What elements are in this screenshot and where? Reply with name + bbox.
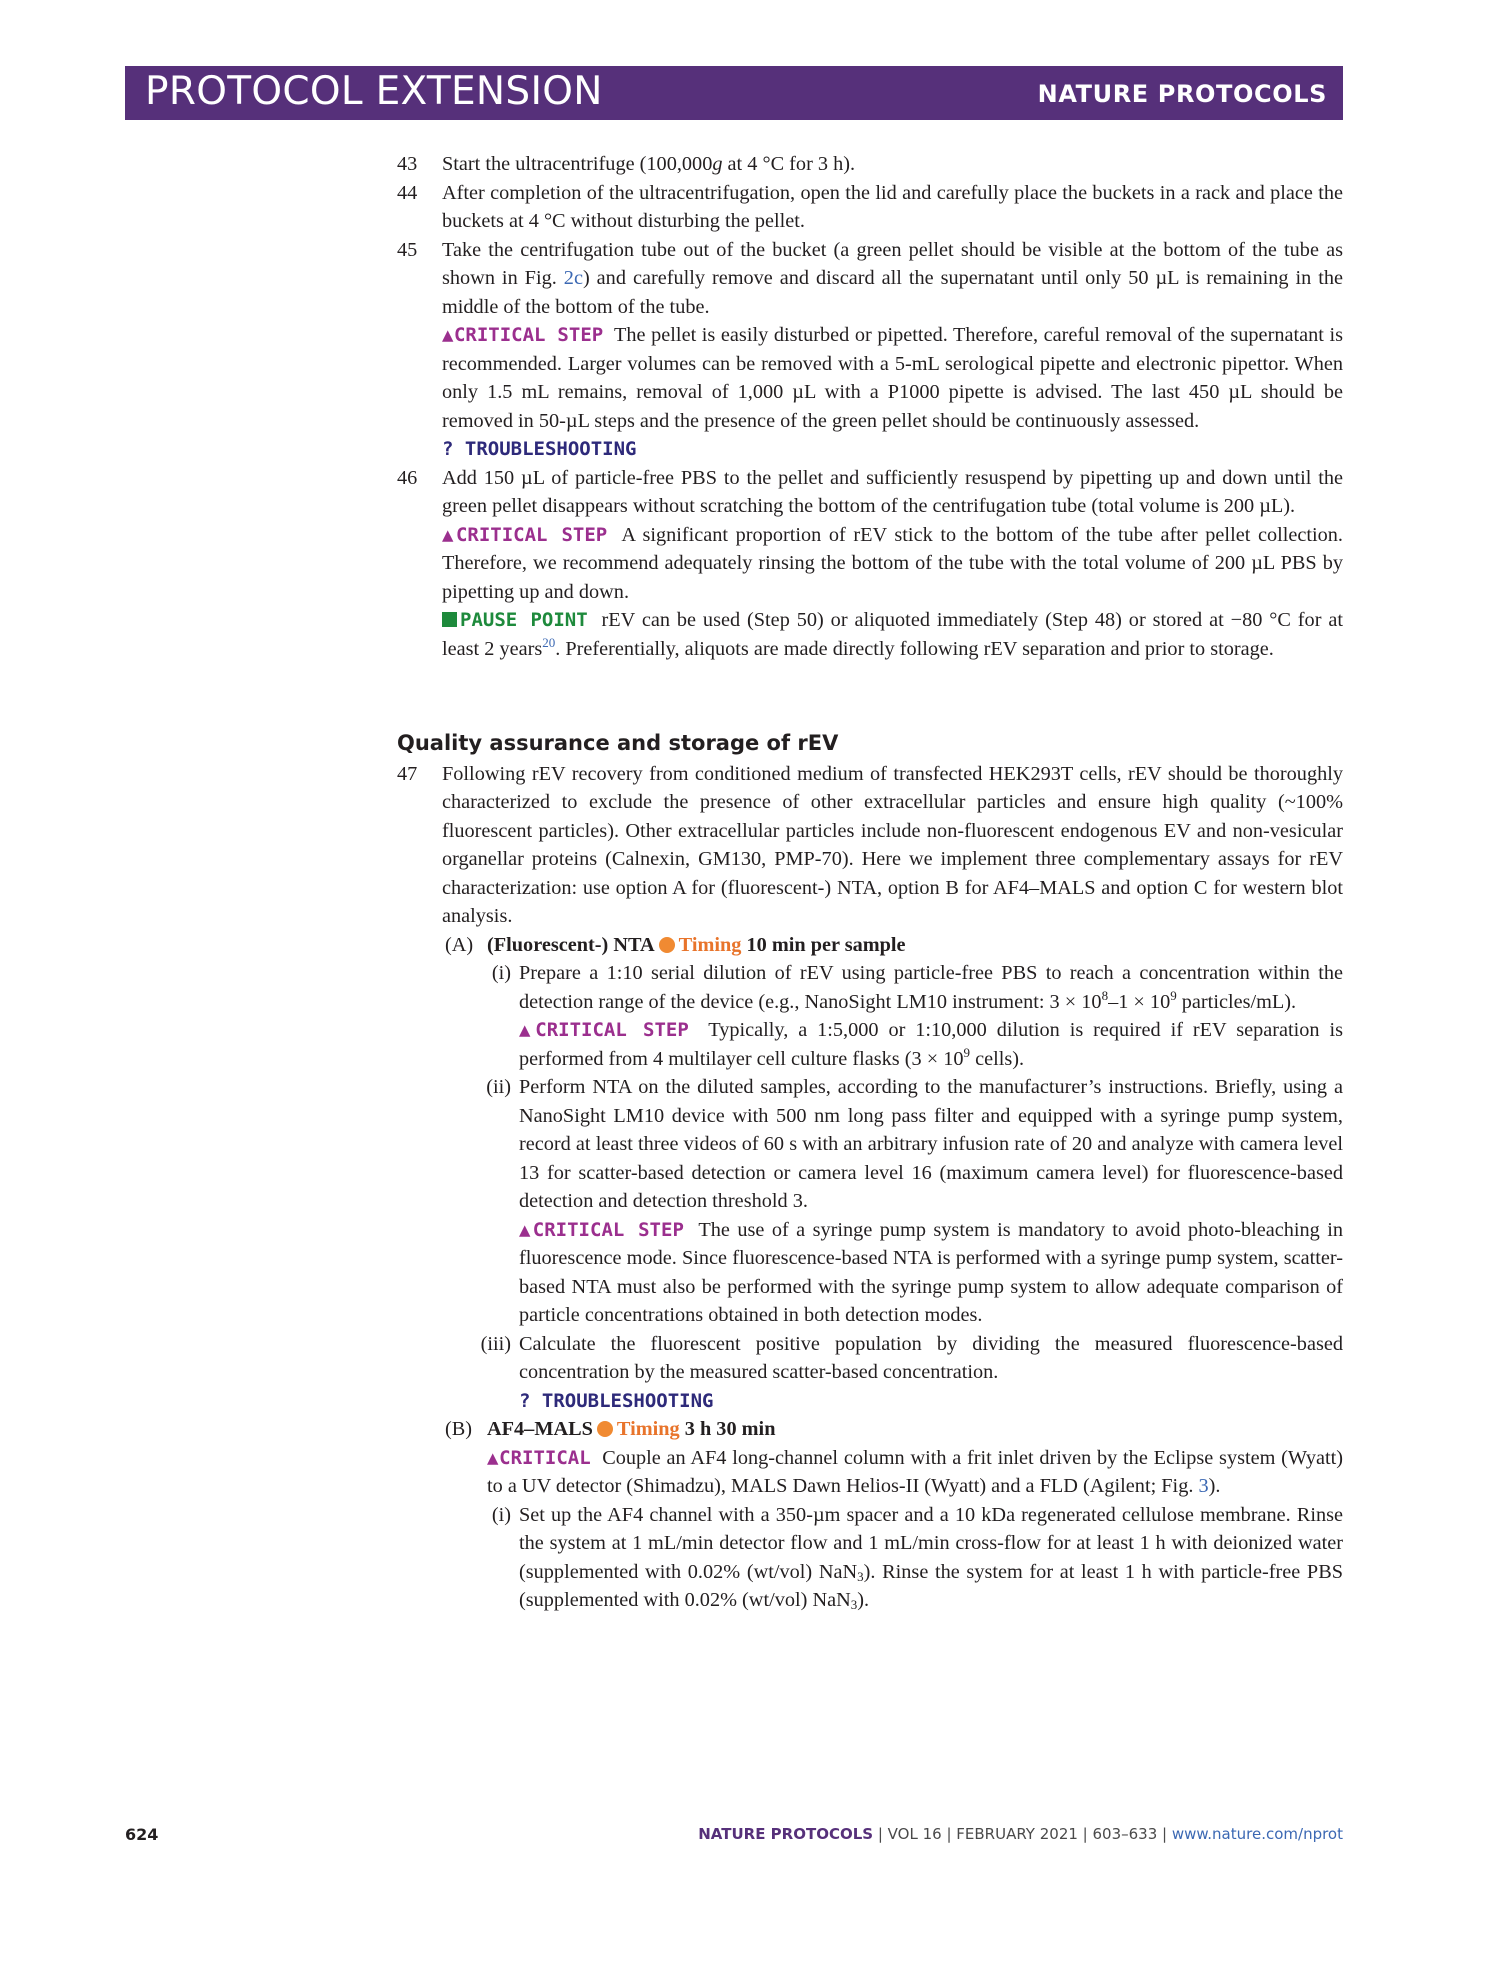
figure-link-3[interactable]: 3 [1198,1475,1209,1497]
critical-step-label: ▲CRITICAL STEP [442,324,604,346]
journal-label: NATURE PROTOCOLS [1037,80,1327,108]
critical-step-label: ▲CRITICAL STEP [519,1019,689,1041]
section-heading: Quality assurance and storage of rEV [397,731,839,755]
step-44: 44 After completion of the ultracentrifugation, open the lid and carefully place the buckets in a rack and place the buckets at 4 °C without disturbing the pellet. [397,179,1343,236]
option-b-heading: (B) AF4–MALS Timing 3 h 30 min [445,1418,776,1440]
page-number: 624 [125,1825,159,1844]
step-43: 43 Start the ultracentrifuge (100,000g at 4 °C for 3 h). [397,150,1343,179]
critical-note: ▲CRITICAL Couple an AF4 long-channel column with a frit inlet driven by the Eclipse system (Wyatt) to a UV detector (Shimadzu), MALS Dawn Helios-II (Wyatt) and a FLD (Agilent; Fig. 3). [487,1446,1344,1497]
step-number: 46 [397,466,418,489]
step-45: 45 Take the centrifugation tube out of the bucket (a green pellet should be visible at the bottom of the tube as shown in Fig. 2c) and carefully remove and discard all the supernatant until only 50 µL is remaining in the middle of the bottom of the tube. [397,236,1343,322]
protocol-body [397,150,1343,1615]
option-a-step-iii: (iii) Calculate the fluorescent positive population by dividing the measured fluorescence-based concentration by the measured scatter-based concentration. [480,1332,1343,1383]
step-46: 46 Add 150 µL of particle-free PBS to the pellet and sufficiently resuspend by pipetting up and down until the green pellet disappears without scratching the bottom of the centrifugation tube (total volume is 200 µL). [397,464,1343,521]
timing-dot-icon [659,937,675,953]
troubleshooting-link[interactable]: ? TROUBLESHOOTING [519,1389,714,1412]
critical-step-note: ▲CRITICAL STEP A significant proportion of rEV stick to the bottom of the tube after pellet collection. Therefore, we recommend adequately rinsing the bottom of the tube with the total volume of 200 µL PBS by pipetting up and down. [442,523,1343,603]
step-47: 47 Following rEV recovery from conditioned medium of transfected HEK293T cells, rEV should be thoroughly characterized to exclude the presence of other extracellular particles and ensure high quality (~100% fluorescent particles). Other extracellular particles include non-fluorescent endogenous EV and non-vesicular organellar proteins (Calnexin, GM130, PMP-70). Here we implement three complementary assays for rEV characterization: use option A for (fluorescent-) NTA, option B for AF4–MALS and option C for western blot analysis. [397,760,1343,931]
step-number: 47 [397,762,418,785]
option-a-step-ii: (ii) Perform NTA on the diluted samples, according to the manufacturer’s instructions. Briefly, using a NanoSight LM10 device with 500 nm long pass filter and equipped with a syringe pump system, record at least three videos of 60 s with an arbitrary infusion rate of 20 and analyze with camera level 13 for scatter-based detection or camera level 16 (maximum camera level) for fluorescence-based detection and detection threshold 3. [486,1076,1343,1212]
footer-volume: | VOL 16 | FEBRUARY 2021 | 603–633 | [873,1825,1172,1843]
step-number: 45 [397,238,418,261]
critical-step-note: ▲CRITICAL STEP The use of a syringe pump system is mandatory to avoid photo-bleaching in fluorescence mode. Since fluorescence-based NTA is performed with a syringe pump system, scatter-based NTA must also be performed with the syringe pump system to allow adequate comparison of particle concentrations obtained in both detection modes. [519,1218,1344,1326]
critical-step-note: ▲CRITICAL STEP The pellet is easily disturbed or pipetted. Therefore, careful removal of the supernatant is recommended. Larger volumes can be removed with a 5-mL serological pipette and electronic pipettor. When only 1.5 mL remains, removal of 1,000 µL with a P1000 pipette is advised. The last 450 µL should be removed in 50-µL steps and the presence of the green pellet should be continuously assessed. [442,324,1343,432]
option-a-heading: (A) (Fluorescent-) NTA Timing 10 min per sample [445,933,906,956]
troubleshooting-link[interactable]: ? TROUBLESHOOTING [442,438,637,460]
critical-step-note: ▲CRITICAL STEP Typically, a 1:5,000 or 1:10,000 dilution is required if rEV separation is performed from 4 multilayer cell culture flasks ($3 \times 10^9$ cells). [519,1019,1343,1070]
footer-journal: NATURE PROTOCOLS [698,1825,874,1843]
section-label: PROTOCOL EXTENSION [145,69,603,114]
header-banner [125,66,1343,120]
pause-square-icon [442,612,457,627]
critical-step-label: ▲CRITICAL STEP [442,523,608,546]
pause-point-note: PAUSE POINT rEV can be used (Step 50) or aliquoted immediately (Step 48) or stored at −80 °C for at least 2 years$^{20}$. Preferentially, aliquots are made directly following rEV separation and prior to storage. [442,609,1344,660]
option-a-step-i: (i) Prepare a 1:10 serial dilution of rEV using particle-free PBS to reach a concentration within the detection range of the device (e.g., NanoSight LM10 instrument: $3 \times 10^8-1 \times 10^9$ particles/mL). [491,962,1343,1013]
critical-label: ▲CRITICAL [487,1446,591,1469]
step-number: 44 [397,181,418,204]
step-number: 43 [397,153,418,175]
pause-point-label: PAUSE POINT [460,609,588,631]
critical-step-label: ▲CRITICAL STEP [519,1218,684,1241]
timing-dot-icon [597,1421,613,1437]
reference-link[interactable]: 20 [542,634,556,650]
figure-link-2c[interactable]: 2c [563,267,583,289]
footer-citation [698,1825,1343,1843]
option-b-step-i: (i) Set up the AF4 channel with a 350-µm spacer and a 10 kDa regenerated cellulose membrane. Rinse the system at 1 mL/min detector flow and 1 mL/min cross-flow for at least 1 h with deionized water (supplemented with 0.02% (wt/vol) NaN$_3$). Rinse the system for at least 1 h with particle-free PBS (supplemented with 0.02% (wt/vol) NaN$_3$). [491,1503,1344,1612]
footer-url-link[interactable]: www.nature.com/nprot [1171,1825,1343,1843]
